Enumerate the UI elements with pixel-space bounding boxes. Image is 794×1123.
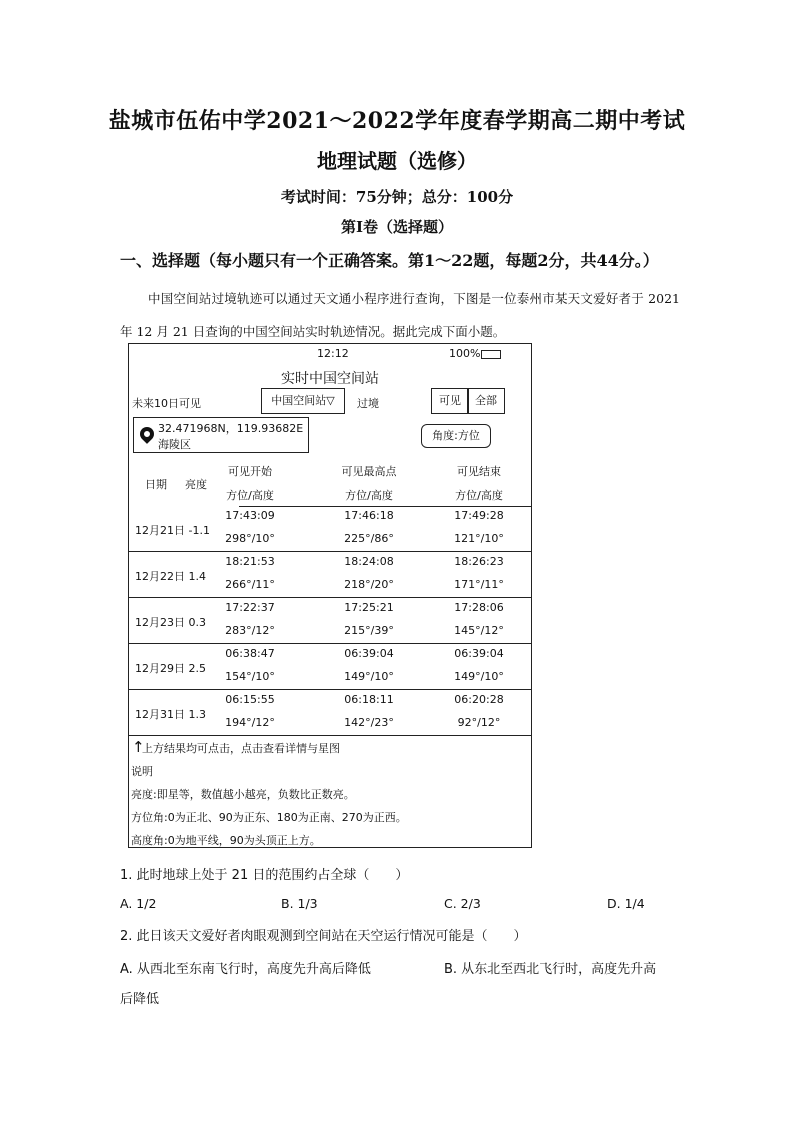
q2-option-a: A. 从西北至东南飞行时，高度先升高后降低 — [120, 962, 371, 977]
col-visible-peak: 可见最高点 — [341, 465, 397, 478]
peak-time: 17:25:21 — [344, 601, 394, 614]
question-1: 1. 此时地球上处于 21 日的范围约占全球（ ） — [120, 868, 409, 883]
col-magnitude: 亮度 — [185, 478, 207, 491]
end-time: 06:39:04 — [454, 647, 504, 660]
pass-label: 过境 — [357, 397, 379, 410]
start-time: 17:43:09 — [225, 509, 275, 522]
q1-option-c: C. 2/3 — [444, 896, 481, 911]
peak-pos: 149°/10° — [344, 670, 394, 683]
battery-percent: 100% — [449, 347, 481, 360]
note-azimuth: 方位角:0为正北、90为正东、180为正南、270为正西。 — [131, 811, 407, 824]
filter-visible-button[interactable]: 可见 — [431, 388, 469, 414]
peak-pos: 225°/86° — [344, 532, 394, 545]
start-time: 17:22:37 — [225, 601, 275, 614]
q2-option-b-continued: 后降低 — [120, 992, 160, 1007]
exam-title: 盐城市伍佑中学2021～2022学年度春学期高二期中考试 — [108, 108, 686, 134]
peak-time: 06:18:11 — [344, 693, 394, 706]
start-pos: 298°/10° — [225, 532, 275, 545]
end-time: 17:49:28 — [454, 509, 504, 522]
peak-pos: 215°/39° — [344, 624, 394, 637]
q1-option-d: D. 1/4 — [607, 896, 645, 911]
arrow-up-icon: ↑ — [132, 738, 145, 756]
start-pos: 194°/12° — [225, 716, 275, 729]
row-divider — [129, 735, 531, 736]
end-pos: 145°/12° — [454, 624, 504, 637]
station-select[interactable]: 中国空间站▽ — [261, 388, 345, 414]
question-2: 2. 此日该天文爱好者肉眼观测到空间站在天空运行情况可能是（ ） — [120, 929, 527, 944]
col-date: 日期 — [145, 478, 167, 491]
col-visible-end: 可见结束 — [457, 465, 501, 478]
row-date: 12月22日 1.4 — [135, 570, 206, 583]
q1-option-b: B. 1/3 — [281, 896, 318, 911]
start-pos: 154°/10° — [225, 670, 275, 683]
row-divider — [129, 689, 531, 690]
end-pos: 149°/10° — [454, 670, 504, 683]
exam-info: 考试时间：75分钟；总分：100分 — [280, 188, 514, 206]
row-divider — [239, 506, 531, 507]
peak-pos: 218°/20° — [344, 578, 394, 591]
end-pos: 92°/12° — [457, 716, 501, 729]
section-heading: 一、选择题（每小题只有一个正确答案。第1～22题，每题2分，共44分。） — [120, 251, 659, 270]
start-time: 18:21:53 — [225, 555, 275, 568]
phone-screenshot — [128, 343, 532, 848]
row-divider — [129, 643, 531, 644]
filter-all-button[interactable]: 全部 — [467, 388, 505, 414]
start-time: 06:15:55 — [225, 693, 275, 706]
start-pos: 266°/11° — [225, 578, 275, 591]
col-end-sub: 方位/高度 — [455, 489, 503, 502]
end-time: 17:28:06 — [454, 601, 504, 614]
end-pos: 171°/11° — [454, 578, 504, 591]
row-date: 12月29日 2.5 — [135, 662, 206, 675]
q1-option-a: A. 1/2 — [120, 896, 157, 911]
end-pos: 121°/10° — [454, 532, 504, 545]
status-time: 12:12 — [317, 347, 349, 360]
results-tip: 上方结果均可点击，点击查看详情与星图 — [142, 742, 340, 755]
row-divider — [129, 551, 531, 552]
app-title: 实时中国空间站 — [281, 371, 379, 387]
q2-option-b: B. 从东北至西北飞行时，高度先升高 — [444, 962, 657, 977]
peak-time: 17:46:18 — [344, 509, 394, 522]
row-date: 12月23日 0.3 — [135, 616, 206, 629]
exam-subtitle: 地理试题（选修） — [317, 149, 477, 173]
col-peak-sub: 方位/高度 — [345, 489, 393, 502]
section-intro: 中国空间站过境轨迹可以通过天文通小程序进行查询，下图是一位泰州市某天文爱好者于 2021 年 12 月 21 日查询的中国空间站实时轨迹情况。据此完成下面小题。 — [120, 291, 680, 339]
note-magnitude: 亮度:即星等，数值越小越亮，负数比正数亮。 — [131, 788, 355, 801]
col-start-sub: 方位/高度 — [226, 489, 274, 502]
col-visible-start: 可见开始 — [228, 465, 272, 478]
row-date: 12月31日 1.3 — [135, 708, 206, 721]
notes-title: 说明 — [131, 765, 153, 778]
end-time: 18:26:23 — [454, 555, 504, 568]
start-time: 06:38:47 — [225, 647, 275, 660]
location-district: 海陵区 — [158, 438, 191, 451]
angle-button[interactable]: 角度:方位 — [421, 424, 491, 448]
forecast-label: 未来10日可见 — [132, 397, 201, 410]
end-time: 06:20:28 — [454, 693, 504, 706]
start-pos: 283°/12° — [225, 624, 275, 637]
volume-heading: 第Ⅰ卷（选择题） — [340, 218, 454, 236]
location-pin-icon — [137, 424, 157, 444]
note-altitude: 高度角:0为地平线，90为头顶正上方。 — [131, 834, 321, 847]
location-box[interactable] — [133, 417, 309, 453]
peak-pos: 142°/23° — [344, 716, 394, 729]
location-coords: 32.471968N，119.93682E — [158, 422, 304, 435]
row-divider — [129, 597, 531, 598]
peak-time: 18:24:08 — [344, 555, 394, 568]
row-date: 12月21日 -1.1 — [135, 524, 210, 537]
battery-icon — [481, 350, 501, 359]
peak-time: 06:39:04 — [344, 647, 394, 660]
